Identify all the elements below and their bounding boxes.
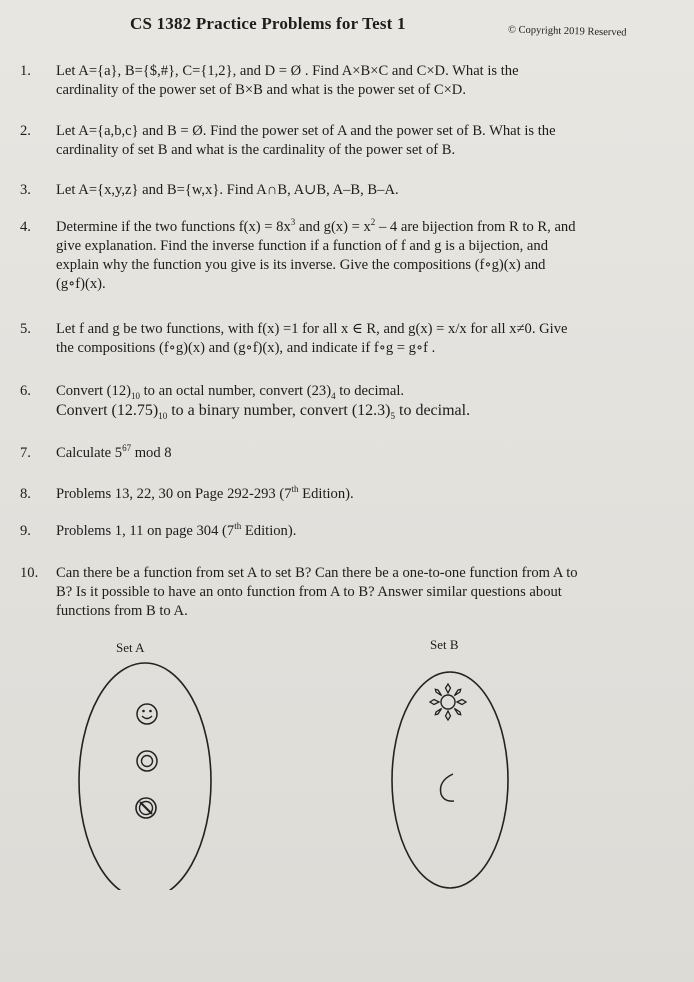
prohibited-circle-icon	[136, 798, 156, 818]
sun-icon	[430, 684, 466, 720]
set-a-label: Set A	[116, 640, 145, 655]
problem-number: 5.	[20, 321, 31, 337]
problem-3	[20, 181, 660, 200]
problem-line: Let A={x,y,z} and B={w,x}. Find A∩B, A∪B, A–B, B–A.	[56, 182, 399, 198]
problem-line: give explanation. Find the inverse function if a function of f and g is a bijection, and	[56, 238, 549, 254]
problem-10	[20, 564, 660, 621]
problem-line: functions from B to A.	[56, 603, 188, 619]
problem-line: Problems 13, 22, 30 on Page 292-293 (7th Edition).	[56, 484, 354, 502]
problem-number: 7.	[20, 445, 31, 461]
problem-1	[20, 62, 660, 100]
problem-number: 8.	[20, 486, 31, 502]
problem-number: 4.	[20, 219, 31, 235]
problem-line: cardinality of the power set of B×B and what is the power set of C×D.	[56, 82, 466, 98]
problem-2	[20, 122, 660, 160]
problem-9	[20, 522, 660, 541]
problem-line: Problems 1, 11 on page 304 (7th Edition).	[56, 521, 297, 539]
smiley-face-icon	[137, 704, 157, 724]
problem-line: Let f and g be two functions, with f(x) =1 for all x ∈ R, and g(x) = x/x for all x≠0. Give	[56, 321, 568, 337]
problem-number: 2.	[20, 123, 31, 139]
problem-line: explain why the function you give is its inverse. Give the compositions (f∘g)(x) and	[56, 257, 546, 273]
problem-6	[20, 382, 660, 420]
problem-4	[20, 218, 660, 294]
set-b-label: Set B	[430, 637, 459, 652]
problem-line: Let A={a}, B={$,#}, C={1,2}, and D = Ø . Find A×B×C and C×D. What is the	[56, 63, 519, 79]
problem-line: Let A={a,b,c} and B = Ø. Find the power set of A and the power set of B. What is the	[56, 123, 556, 139]
problem-line: (g∘f)(x).	[56, 276, 106, 292]
sets-diagram	[0, 630, 694, 890]
problem-number: 1.	[20, 63, 31, 79]
sets-drawing	[0, 630, 694, 890]
problem-8	[20, 485, 660, 504]
problem-5	[20, 320, 660, 358]
problem-line: Convert $(12)_{10}$ to an octal number, convert $(23)_4$ to decimal.	[56, 383, 405, 401]
page-title: CS 1382 Practice Problems for Test 1	[130, 14, 406, 33]
set-b-oval	[392, 672, 508, 888]
problem-line: B? Is it possible to have an onto function from A to B? Answer similar questions about	[56, 584, 562, 600]
set-a-oval	[79, 663, 211, 890]
bullseye-circle-icon	[137, 751, 157, 771]
problem-number: 6.	[20, 383, 31, 399]
copyright-notice: © Copyright 2019 Reserved	[507, 24, 627, 39]
problem-line: Determine if the two functions $f(x) = 8x^3$ and $g(x) = x^2 - 4$ are bijection from R to R, and	[56, 217, 576, 235]
crescent-moon-icon	[441, 774, 455, 801]
problem-number: 10.	[20, 565, 39, 581]
problem-line: Convert $(12.75)_{10}$ to a binary number, convert $(12.3)_5$ to decimal.	[56, 402, 471, 422]
problem-7	[20, 444, 660, 463]
problem-line: the compositions (f∘g)(x) and (g∘f)(x), and indicate if f∘g = g∘f .	[56, 340, 436, 356]
problem-line: Calculate $5^{67}$ mod 8	[56, 443, 172, 461]
problem-number: 3.	[20, 182, 31, 198]
problem-line: cardinality of set B and what is the cardinality of the power set of B.	[56, 142, 456, 158]
problem-number: 9.	[20, 523, 31, 539]
problem-line: Can there be a function from set A to set B? Can there be a one-to-one function from A to	[56, 565, 578, 581]
